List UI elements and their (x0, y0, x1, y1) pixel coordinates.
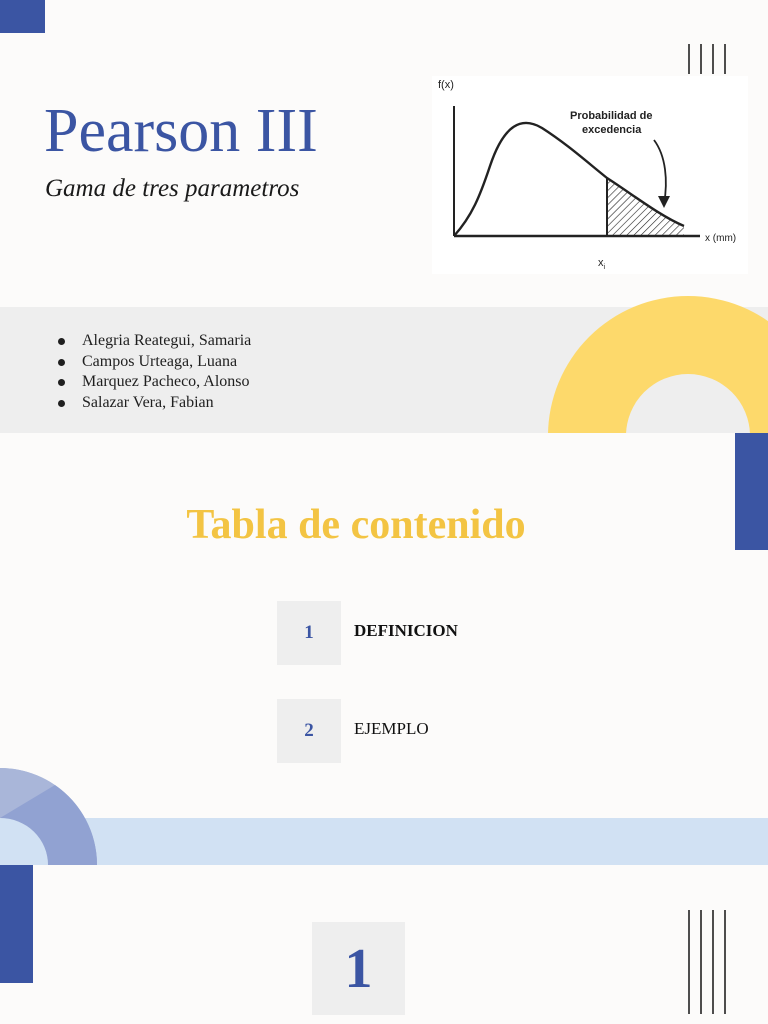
authors-list (58, 331, 251, 413)
annotation-line1: Probabilidad de (570, 110, 653, 122)
distribution-figure (432, 76, 748, 274)
toc-number-box (277, 601, 341, 665)
decor-blue-square-top (0, 0, 45, 33)
toc-number-box (277, 699, 341, 763)
decor-blue-bar-bottom-left (0, 865, 33, 983)
x-axis-label: x (mm) (705, 233, 737, 244)
toc-number: 2 (304, 720, 314, 741)
bullet-icon (58, 400, 65, 407)
bullet-icon (58, 359, 65, 366)
toc-number: 1 (304, 622, 314, 643)
xi-label: $x_i$ (598, 257, 606, 271)
y-axis-label: f(x) (438, 79, 454, 91)
decor-blue-arc-left (0, 768, 100, 866)
decor-yellow-arc (540, 276, 768, 434)
annotation-line2: excedencia (582, 124, 642, 136)
decor-lines-bottom (684, 910, 732, 1014)
bullet-icon (58, 379, 65, 386)
toc-title: Tabla de contenido (186, 502, 526, 548)
decor-blue-bar-right (735, 433, 768, 550)
section-number: 1 (344, 937, 373, 1000)
distribution-curve-svg (432, 76, 748, 274)
section-number-box (312, 922, 405, 1015)
bullet-icon (58, 338, 65, 345)
slide-subtitle: Gama de tres parametros (45, 175, 300, 202)
author-item: Salazar Vera, Fabian (58, 393, 251, 414)
decor-lines-top (684, 44, 732, 76)
toc-item-definicion[interactable]: DEFINICION (354, 621, 458, 640)
author-item: Marquez Pacheco, Alonso (58, 372, 251, 393)
annotation-arrowhead (658, 196, 670, 208)
author-item: Alegria Reategui, Samaria (58, 331, 251, 352)
slide-title: Pearson III (44, 97, 318, 165)
toc-item-ejemplo[interactable]: EJEMPLO (354, 719, 429, 738)
author-item: Campos Urteaga, Luana (58, 352, 251, 373)
decor-light-blue-band (0, 818, 768, 865)
annotation-arrow (654, 140, 666, 204)
